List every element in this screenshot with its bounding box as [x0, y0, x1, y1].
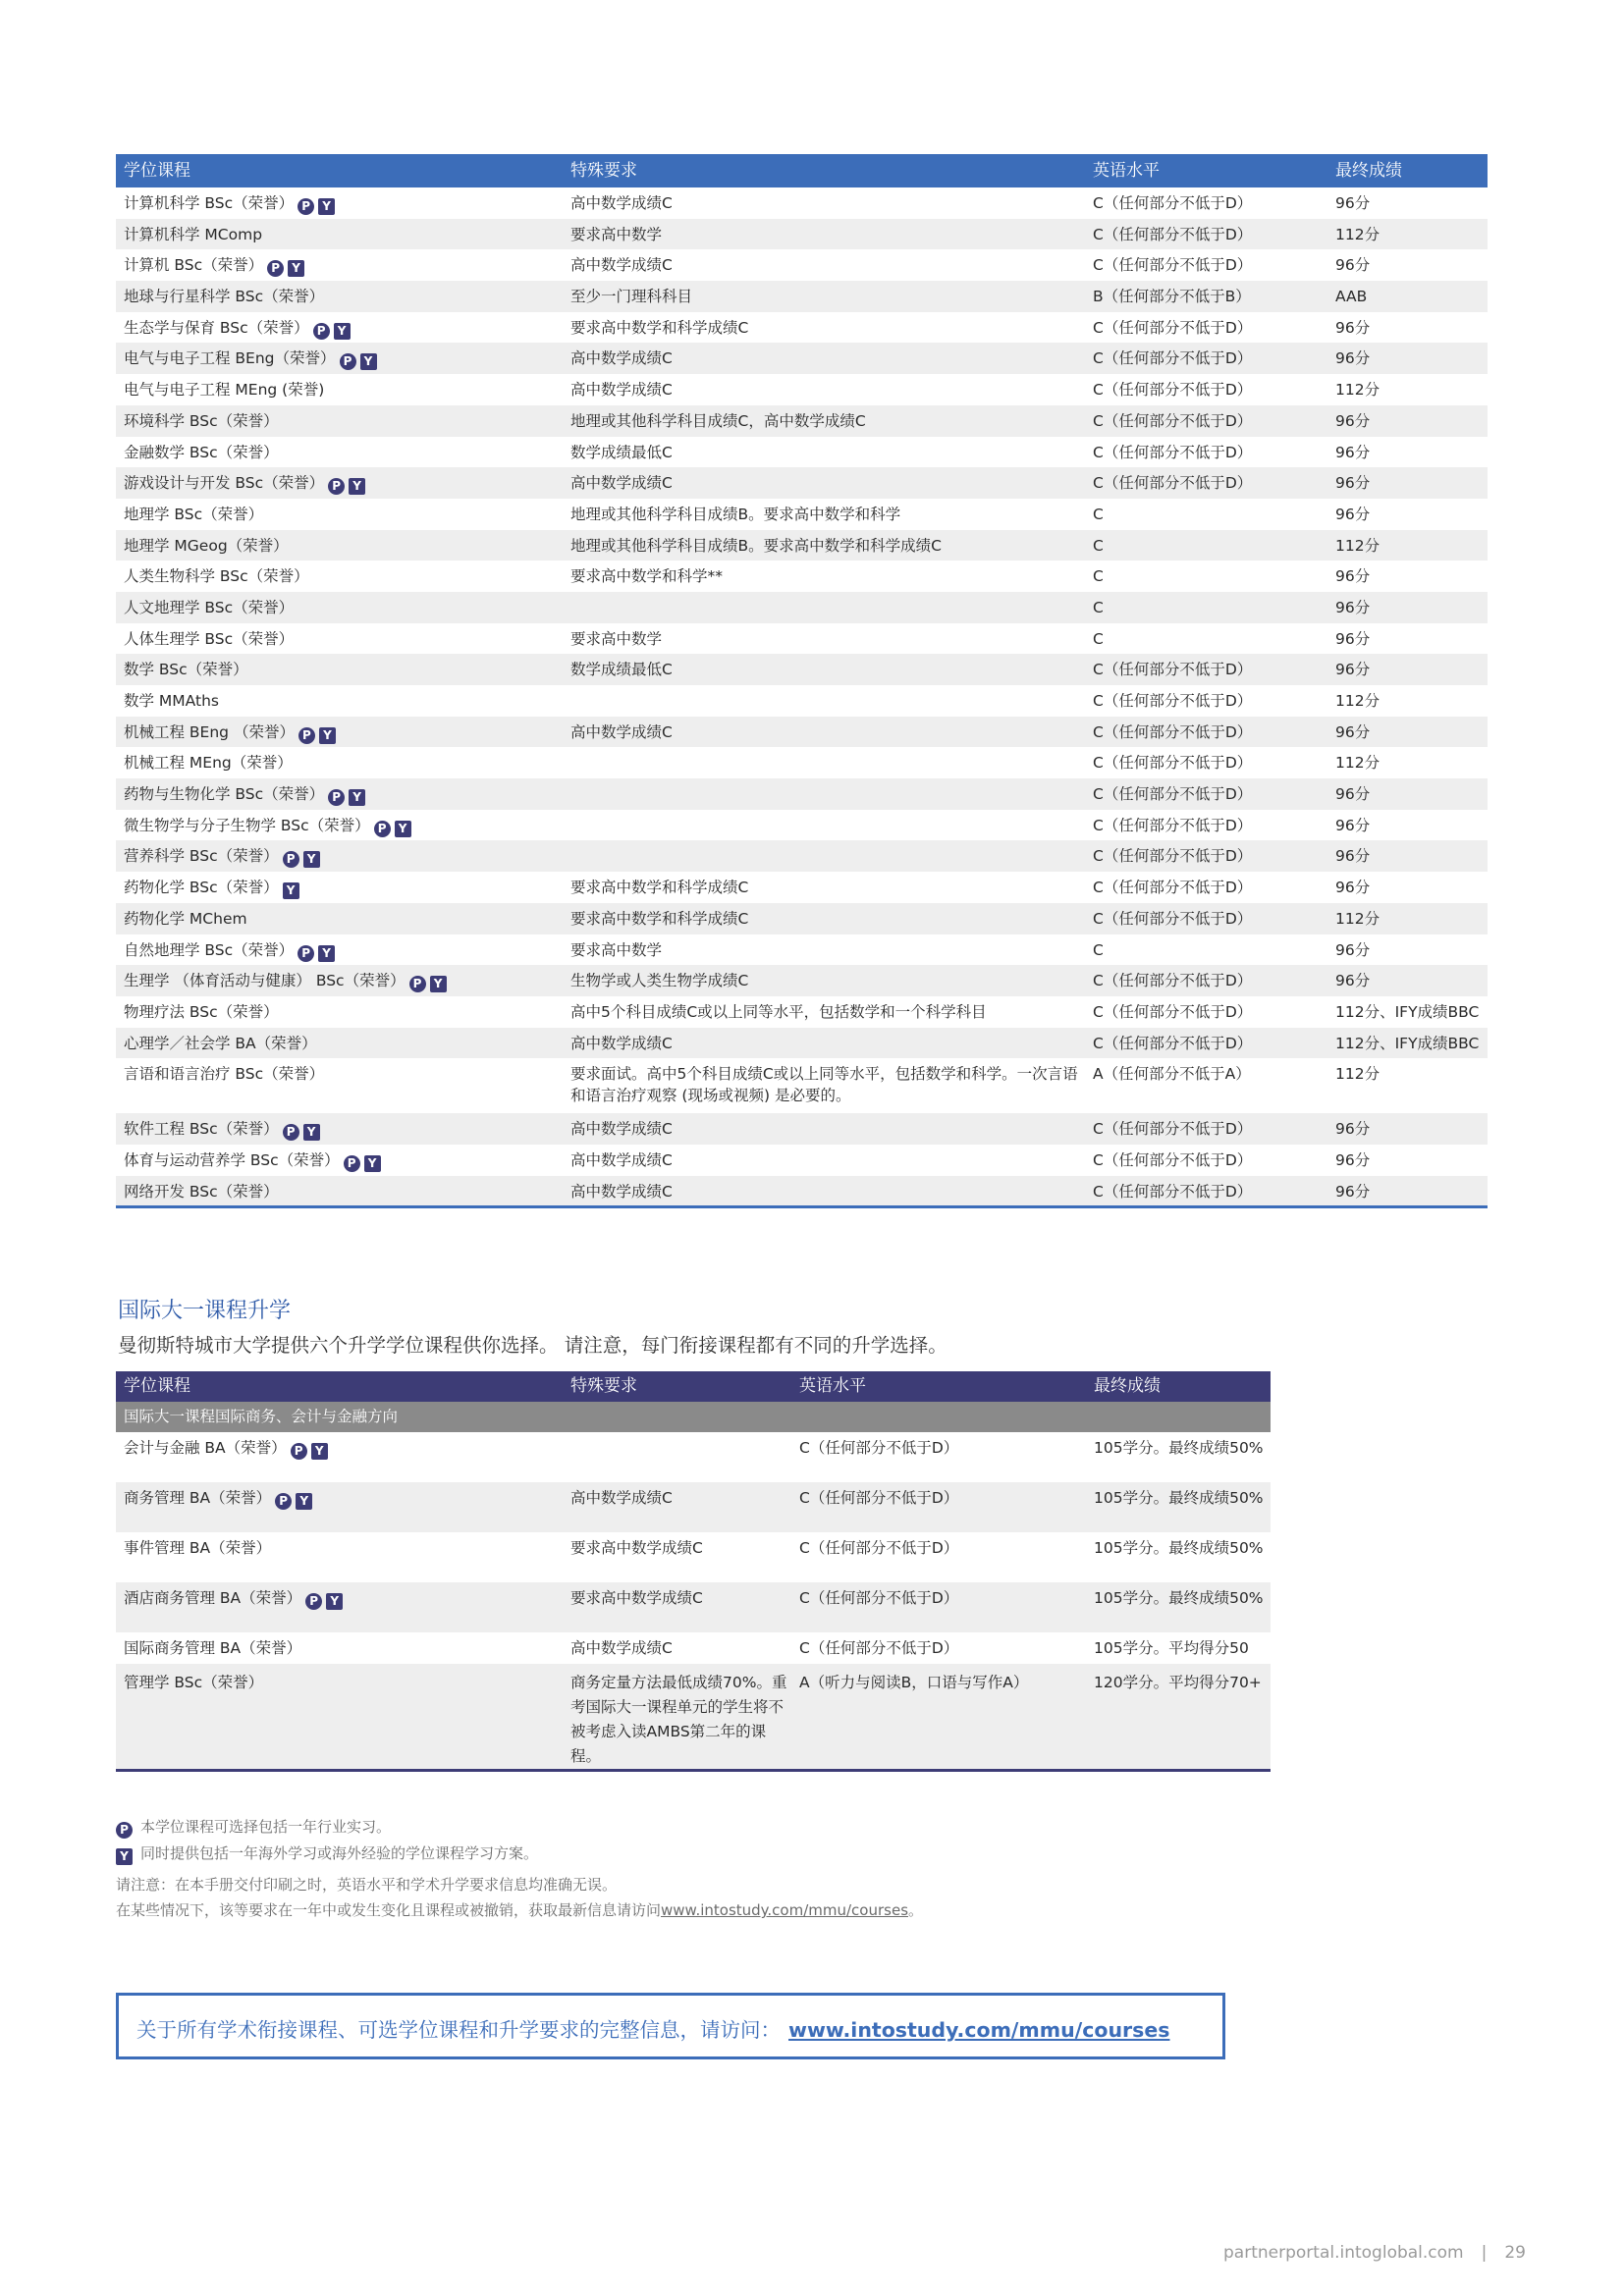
course-name: 言语和语言治疗 BSc（荣誉）: [124, 1065, 325, 1084]
table-row: [116, 965, 1488, 996]
course-name: 软件工程 BSc（荣誉）: [124, 1120, 279, 1139]
requirements-cell: 要求高中数学成绩C: [563, 1582, 791, 1632]
study-abroad-icon: Y: [303, 851, 320, 868]
table-row: [116, 1176, 1488, 1207]
table-row: [116, 437, 1488, 468]
english-cell: C（任何部分不低于D）: [1085, 405, 1327, 437]
course-name: 事件管理 BA（荣誉）: [124, 1539, 272, 1557]
col-header-course: 学位课程: [116, 1371, 563, 1402]
course-cell: [116, 187, 563, 219]
course-name: 体育与运动营养学 BSc（荣誉）: [124, 1150, 340, 1169]
requirements-cell: 高中数学成绩C: [563, 717, 1085, 748]
english-cell: C: [1093, 629, 1104, 648]
english-cell: C（任何部分不低于D）: [1093, 816, 1253, 834]
course-cell: [116, 623, 563, 655]
course-cell: [116, 654, 563, 685]
course-cell: [116, 343, 563, 374]
english-cell: C（任何部分不低于D）: [1093, 443, 1253, 461]
table-row: [116, 312, 1488, 344]
requirements-cell: 高中数学成绩C: [563, 467, 1085, 499]
course-cell: [116, 405, 563, 437]
requirements-cell: [563, 592, 1085, 623]
course-name: 计算机 BSc（荣誉）: [124, 256, 264, 275]
table-row: [116, 219, 1488, 250]
english-cell: C: [1093, 505, 1104, 523]
english-cell: C: [1085, 530, 1327, 561]
note-courses-link[interactable]: www.intostudy.com/mmu/courses: [661, 1901, 909, 1919]
english-cell: C（任何部分不低于D）: [1093, 381, 1253, 400]
col-header-requirements: 特殊要求: [563, 1371, 791, 1402]
course-cell: [116, 1176, 563, 1207]
english-cell: C（任何部分不低于D）: [1085, 903, 1327, 934]
table-row: [116, 1113, 1488, 1145]
course-name: 酒店商务管理 BA（荣誉）: [124, 1589, 302, 1607]
grade-cell: 105学分。最终成绩50%: [1094, 1439, 1264, 1457]
table-row: [116, 623, 1488, 655]
col-header-english: 英语水平: [1085, 154, 1327, 187]
grade-cell: AAB: [1327, 281, 1488, 312]
table-row: [116, 249, 1488, 281]
col-header-course: 学位课程: [116, 154, 563, 187]
course-name: 会计与金融 BA（荣誉）: [124, 1439, 287, 1457]
course-name: 人文地理学 BSc（荣誉）: [124, 598, 295, 616]
requirements-cell: 地理或其他科学科目成绩C，高中数学成绩C: [563, 405, 1085, 437]
english-cell: C（任何部分不低于D）: [1093, 318, 1253, 337]
legend-placement-text: 本学位课程可选择包括一年行业实习。: [140, 1818, 392, 1836]
english-cell: C: [1085, 592, 1327, 623]
english-cell: C（任何部分不低于D）: [1085, 840, 1327, 872]
table-header-row: [116, 154, 1488, 187]
course-cell: [116, 1532, 563, 1582]
course-name: 人体生理学 BSc（荣誉）: [124, 629, 295, 648]
english-cell: C（任何部分不低于D）: [1085, 343, 1327, 374]
course-name: 计算机科学 BSc（荣誉）: [124, 194, 295, 212]
requirements-cell: [563, 840, 1085, 872]
grade-cell: 120学分。平均得分70+: [1086, 1664, 1271, 1771]
grade-cell: 96分: [1335, 318, 1371, 337]
study-abroad-icon: Y: [283, 882, 299, 899]
requirements-cell: 要求高中数学和科学成绩C: [563, 903, 1085, 934]
english-cell: C（任何部分不低于D）: [799, 1539, 959, 1557]
table-row: [116, 467, 1488, 499]
course-name: 生理学 （体育活动与健康） BSc（荣誉）: [124, 972, 406, 990]
course-cell: [116, 1113, 563, 1145]
course-cell: [116, 840, 563, 872]
study-abroad-icon: Y: [334, 323, 351, 340]
table-row: [116, 592, 1488, 623]
grade-cell: 96分: [1327, 405, 1488, 437]
grade-cell: 96分: [1327, 965, 1488, 996]
table-row: [116, 1058, 1488, 1113]
requirements-cell: [563, 810, 1085, 841]
grade-cell: 96分: [1327, 840, 1488, 872]
requirements-cell: 至少一门理科科目: [563, 281, 1085, 312]
grade-cell: 96分: [1327, 1113, 1488, 1145]
study-abroad-icon: Y: [318, 945, 335, 962]
table-row: [116, 872, 1488, 903]
table-row: [116, 1482, 1271, 1532]
table-row: [116, 778, 1488, 810]
course-cell: [116, 747, 563, 778]
course-name: 地球与行星科学 BSc（荣誉）: [124, 288, 325, 306]
study-abroad-icon: Y: [296, 1493, 312, 1510]
course-cell: [116, 996, 563, 1028]
course-cell: [116, 1664, 563, 1771]
col-header-english: 英语水平: [791, 1371, 1086, 1402]
table-row: [116, 561, 1488, 592]
placement-icon: P: [291, 1443, 307, 1460]
grade-cell: 96分: [1327, 654, 1488, 685]
course-cell: [116, 467, 563, 499]
english-cell: C: [1093, 940, 1104, 959]
course-cell: [116, 1582, 563, 1632]
course-cell: [116, 1432, 563, 1482]
course-cell: [116, 561, 563, 592]
english-cell: C（任何部分不低于D）: [1093, 194, 1253, 212]
table-row: [116, 840, 1488, 872]
requirements-cell: 要求高中数学: [570, 940, 663, 959]
english-cell: C（任何部分不低于D）: [791, 1482, 1086, 1532]
course-cell: [116, 934, 563, 966]
requirements-cell: 高中数学成绩C: [563, 1482, 791, 1532]
course-cell: [116, 249, 563, 281]
english-cell: C: [1093, 567, 1104, 586]
grade-cell: 96分: [1335, 629, 1371, 648]
course-cell: [116, 499, 563, 530]
course-cell: [116, 312, 563, 344]
requirements-cell: 高中数学成绩C: [563, 1028, 1085, 1059]
requirements-cell: [563, 1432, 791, 1482]
study-abroad-icon: Y: [319, 727, 336, 744]
english-cell: C（任何部分不低于D）: [1085, 1028, 1327, 1059]
requirements-cell: 高中数学成绩C: [570, 1639, 673, 1657]
grade-cell: 96分: [1327, 343, 1488, 374]
course-name: 数学 BSc（荣誉）: [124, 661, 248, 679]
study-abroad-icon: Y: [360, 353, 377, 370]
col-header-requirements: 特殊要求: [563, 154, 1085, 187]
grade-cell: 96分: [1335, 1150, 1371, 1169]
course-name: 药物化学 MChem: [124, 909, 247, 928]
grade-cell: 96分: [1335, 443, 1371, 461]
study-abroad-icon: Y: [364, 1155, 381, 1172]
course-cell: [116, 1028, 563, 1059]
english-cell: C（任何部分不低于D）: [1093, 692, 1253, 710]
requirements-cell: 高中数学成绩C: [570, 1150, 673, 1169]
course-name: 人类生物科学 BSc（荣誉）: [124, 567, 309, 586]
english-cell: C（任何部分不低于D）: [1085, 717, 1327, 748]
note-line-1: 请注意：在本手册交付印刷之时，英语水平和学术升学要求信息均准确无误。: [116, 1876, 618, 1894]
requirements-cell: 地理或其他科学科目成绩B。要求高中数学和科学成绩C: [563, 530, 1085, 561]
grade-cell: 105学分。最终成绩50%: [1094, 1539, 1264, 1557]
requirements-cell: 高中数学成绩C: [570, 381, 673, 400]
placement-icon: P: [298, 945, 314, 962]
grade-cell: 96分: [1335, 567, 1371, 586]
table-row: [116, 717, 1488, 748]
course-cell: [116, 1482, 563, 1532]
degree-requirements-table: [116, 154, 1488, 1208]
table-row: [116, 685, 1488, 717]
footer-site: partnerportal.intoglobal.com: [1223, 2243, 1464, 2263]
note-line-2-text: 在某些情况下，该等要求在一年中或发生变化且课程或被撤销，获取最新信息请访问: [116, 1901, 662, 1919]
course-name: 地理学 MGeog（荣誉）: [124, 536, 289, 555]
placement-icon: P: [298, 198, 314, 215]
requirements-cell: 生物学或人类生物学成绩C: [563, 965, 1085, 996]
legend-study-abroad: [116, 1842, 538, 1865]
table-row: [116, 499, 1488, 530]
course-name: 生态学与保育 BSc（荣誉）: [124, 318, 309, 337]
english-cell: C（任何部分不低于D）: [1093, 1002, 1253, 1021]
requirements-cell: 高中5个科目成绩C或以上同等水平，包括数学和一个科学科目: [570, 1002, 987, 1021]
requirements-cell: 高中数学成绩C: [570, 194, 673, 212]
course-name: 金融数学 BSc（荣誉）: [124, 443, 279, 461]
course-name: 营养科学 BSc（荣誉）: [124, 847, 279, 866]
course-name: 自然地理学 BSc（荣誉）: [124, 940, 295, 959]
english-cell: C（任何部分不低于D）: [1085, 1176, 1327, 1207]
group-row: [116, 1402, 1271, 1432]
table-row: [116, 1632, 1271, 1664]
english-cell: C（任何部分不低于D）: [1093, 754, 1253, 773]
col-header-grade: 最终成绩: [1327, 154, 1488, 187]
grade-cell: 112分、IFY成绩BBC: [1335, 1002, 1480, 1021]
course-name: 计算机科学 MComp: [124, 225, 263, 243]
course-cell: [116, 965, 563, 996]
course-cell: [116, 1058, 563, 1113]
english-cell: C（任何部分不低于D）: [1093, 1150, 1253, 1169]
placement-icon: P: [275, 1493, 292, 1510]
english-cell: C（任何部分不低于D）: [1085, 1113, 1327, 1145]
callout-text: [136, 2013, 1169, 2043]
course-cell: [116, 685, 563, 717]
course-cell: [116, 810, 563, 841]
grade-cell: 105学分。最终成绩50%: [1086, 1482, 1271, 1532]
course-name: 数学 MMAths: [124, 692, 219, 710]
course-name: 物理疗法 BSc（荣誉）: [124, 1002, 279, 1021]
course-name: 环境科学 BSc（荣誉）: [124, 411, 279, 430]
section-subtitle: 曼彻斯特城市大学提供六个升学学位课程供你选择。 请注意，每门衔接课程都有不同的升学选择。: [118, 1334, 947, 1357]
table-row: [116, 996, 1488, 1028]
legend-study-abroad-text: 同时提供包括一年海外学习或海外经验的学位课程学习方案。: [140, 1844, 539, 1862]
study-abroad-icon: Y: [430, 976, 447, 992]
course-cell: [116, 530, 563, 561]
grade-cell: 96分: [1327, 717, 1488, 748]
page-number: 29: [1504, 2243, 1526, 2263]
placement-icon: P: [328, 478, 345, 495]
requirements-cell: 高中数学成绩C: [563, 1113, 1085, 1145]
study-abroad-icon: Y: [318, 198, 335, 215]
study-abroad-icon: Y: [349, 478, 365, 495]
grade-cell: 96分: [1327, 592, 1488, 623]
course-name: 心理学／社会学 BA（荣誉）: [124, 1034, 317, 1052]
grade-cell: 105学分。最终成绩50%: [1086, 1582, 1271, 1632]
english-cell: C（任何部分不低于D）: [799, 1639, 959, 1657]
course-cell: [116, 778, 563, 810]
placement-icon: P: [283, 851, 299, 868]
grade-cell: 112分、IFY成绩BBC: [1327, 1028, 1488, 1059]
placement-icon: P: [374, 821, 391, 837]
requirements-cell: 要求高中数学和科学成绩C: [570, 318, 749, 337]
legend-placement: [116, 1816, 391, 1839]
course-name: 电气与电子工程 MEng (荣誉): [124, 381, 325, 400]
placement-icon: P: [409, 976, 426, 992]
table-row: [116, 1028, 1488, 1059]
course-name: 机械工程 BEng （荣誉）: [124, 722, 295, 741]
placement-icon: P: [298, 727, 315, 744]
requirements-cell: 要求高中数学: [563, 219, 1085, 250]
requirements-cell: 商务定量方法最低成绩70%。重考国际大一课程单元的学生将不被考虑入读AMBS第二年的课程。: [563, 1664, 791, 1771]
course-cell: [116, 872, 563, 903]
course-name: 电气与电子工程 BEng（荣誉）: [124, 349, 336, 368]
english-cell: C（任何部分不低于D）: [1085, 654, 1327, 685]
requirements-cell: 数学成绩最低C: [563, 654, 1085, 685]
note-line-2: [116, 1899, 923, 1920]
grade-cell: 105学分。平均得分50: [1094, 1639, 1249, 1657]
table-row: [116, 1432, 1271, 1482]
placement-icon: P: [267, 260, 284, 277]
grade-cell: 96分: [1335, 879, 1371, 897]
english-cell: C（任何部分不低于D）: [1085, 965, 1327, 996]
english-cell: A（任何部分不低于A）: [1093, 1065, 1251, 1084]
requirements-cell: 要求高中数学成绩C: [570, 1539, 703, 1557]
table-row: [116, 1532, 1271, 1582]
course-cell: [116, 903, 563, 934]
table-row: [116, 343, 1488, 374]
requirements-cell: 要求高中数学和科学**: [570, 567, 724, 586]
course-cell: [116, 437, 563, 468]
requirements-cell: 要求高中数学和科学成绩C: [570, 879, 749, 897]
requirements-cell: 要求高中数学: [570, 629, 663, 648]
course-cell: [116, 1632, 563, 1664]
course-cell: [116, 374, 563, 405]
course-cell: [116, 592, 563, 623]
course-name: 网络开发 BSc（荣誉）: [124, 1182, 279, 1201]
english-cell: A（听力与阅读B，口语与写作A）: [791, 1664, 1086, 1771]
grade-cell: 112分: [1335, 754, 1380, 773]
table-row: [116, 374, 1488, 405]
table-row: [116, 903, 1488, 934]
table-row: [116, 810, 1488, 841]
study-abroad-icon: Y: [311, 1443, 328, 1460]
table-row: [116, 281, 1488, 312]
table-row: [116, 1582, 1271, 1632]
english-cell: C（任何部分不低于D）: [791, 1582, 1086, 1632]
placement-icon: P: [328, 789, 345, 806]
grade-cell: 112分: [1327, 530, 1488, 561]
english-cell: C（任何部分不低于D）: [1093, 879, 1253, 897]
study-abroad-icon: Y: [288, 260, 304, 277]
placement-icon: P: [116, 1822, 133, 1839]
grade-cell: 112分: [1335, 1065, 1380, 1084]
course-name: 游戏设计与开发 BSc（荣誉）: [124, 474, 325, 493]
requirements-cell: 高中数学成绩C: [563, 1176, 1085, 1207]
requirements-cell: 要求面试。高中5个科目成绩C或以上同等水平，包括数学和科学。一次言语和语言治疗观察 (现场或视频) 是必要的。: [570, 1065, 1078, 1105]
table-row: [116, 934, 1488, 966]
requirements-cell: 数学成绩最低C: [570, 443, 673, 461]
table-row: [116, 530, 1488, 561]
requirements-cell: [563, 685, 1085, 717]
grade-cell: 96分: [1335, 816, 1371, 834]
grade-cell: 96分: [1327, 1176, 1488, 1207]
callout-label: 关于所有学术衔接课程、可选学位课程和升学要求的完整信息，请访问：: [136, 2018, 781, 2042]
table-row: [116, 405, 1488, 437]
english-cell: C（任何部分不低于D）: [1085, 467, 1327, 499]
requirements-cell: 高中数学成绩C: [563, 343, 1085, 374]
grade-cell: 96分: [1335, 194, 1371, 212]
requirements-cell: 地理或其他科学科目成绩B。要求高中数学和科学: [570, 505, 901, 523]
english-cell: C（任何部分不低于D）: [1085, 778, 1327, 810]
course-cell: [116, 219, 563, 250]
grade-cell: 112分: [1335, 692, 1380, 710]
course-name: 微生物学与分子生物学 BSc（荣誉）: [124, 816, 370, 834]
course-cell: [116, 717, 563, 748]
placement-icon: P: [283, 1124, 299, 1141]
requirements-cell: [563, 747, 1085, 778]
grade-cell: 112分: [1327, 219, 1488, 250]
requirements-cell: 高中数学成绩C: [570, 256, 673, 275]
table-header-row: [116, 1371, 1271, 1402]
english-cell: C（任何部分不低于D）: [1093, 256, 1253, 275]
study-abroad-icon: Y: [395, 821, 411, 837]
study-abroad-icon: Y: [349, 789, 365, 806]
table-row: [116, 654, 1488, 685]
grade-cell: 96分: [1335, 505, 1371, 523]
placement-icon: P: [344, 1155, 360, 1172]
ify-progression-table: [116, 1371, 1271, 1772]
course-name: 商务管理 BA（荣誉）: [124, 1489, 272, 1507]
grade-cell: 112分: [1335, 381, 1380, 400]
grade-cell: 96分: [1327, 467, 1488, 499]
col-header-grade: 最终成绩: [1086, 1371, 1271, 1402]
course-name: 药物与生物化学 BSc（荣誉）: [124, 785, 325, 804]
placement-icon: P: [340, 353, 356, 370]
note-line-2-suffix: 。: [908, 1901, 924, 1919]
study-abroad-icon: Y: [326, 1593, 343, 1610]
course-name: 机械工程 MEng（荣誉）: [124, 754, 293, 773]
english-cell: C（任何部分不低于D）: [1085, 219, 1327, 250]
info-callout-box: [116, 1993, 1225, 2059]
course-name: 管理学 BSc（荣誉）: [124, 1674, 264, 1691]
placement-icon: P: [305, 1593, 322, 1610]
course-cell: [116, 281, 563, 312]
english-cell: C（任何部分不低于D）: [799, 1439, 959, 1457]
table-row: [116, 747, 1488, 778]
table-row: [116, 187, 1488, 219]
table-row: [116, 1664, 1271, 1771]
english-cell: B（任何部分不低于B）: [1085, 281, 1327, 312]
grade-cell: 96分: [1335, 256, 1371, 275]
course-name: 地理学 BSc（荣誉）: [124, 505, 264, 523]
study-abroad-icon: Y: [303, 1124, 320, 1141]
callout-courses-link[interactable]: www.intostudy.com/mmu/courses: [788, 2018, 1170, 2042]
course-name: 国际商务管理 BA（荣誉）: [124, 1639, 302, 1657]
grade-cell: 96分: [1335, 940, 1371, 959]
footer-separator: |: [1481, 2243, 1488, 2263]
page-footer: [1223, 2243, 1526, 2263]
table-row: [116, 1145, 1488, 1176]
course-cell: [116, 1145, 563, 1176]
group-label: 国际大一课程国际商务、会计与金融方向: [116, 1402, 1271, 1432]
requirements-cell: [563, 778, 1085, 810]
grade-cell: 96分: [1327, 778, 1488, 810]
placement-icon: P: [313, 323, 330, 340]
section-title: 国际大一课程升学: [118, 1299, 292, 1323]
grade-cell: 112分: [1327, 903, 1488, 934]
course-name: 药物化学 BSc（荣誉）: [124, 879, 279, 897]
study-abroad-icon: Y: [116, 1848, 133, 1865]
